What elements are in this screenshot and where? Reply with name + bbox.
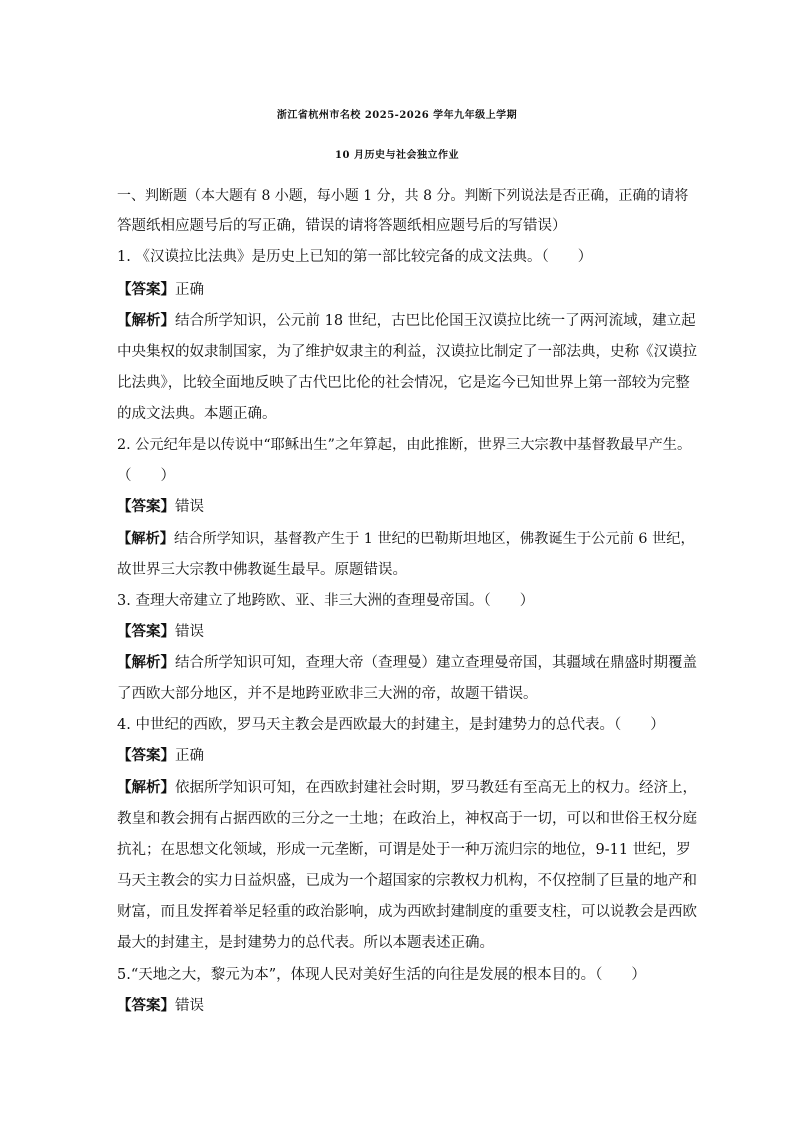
question-4-answer: [117, 746, 697, 766]
question-1-analysis-line-1: [117, 311, 697, 331]
question-5-text: 5.“天地之大，黎元为本”，体现人民对美好生活的向往是发展的根本目的。（ ）: [117, 967, 646, 983]
question-1-answer: [117, 280, 697, 300]
question-2-text-line-2: （ ）: [117, 468, 175, 484]
answer-value: 正确: [175, 748, 204, 764]
question-1-analysis-line-4: 的成文法典。本题正确。: [117, 406, 277, 422]
analysis-text: 结合所学知识可知，查理大帝（查理曼）建立查理曼帝国，其疆域在鼎盛时期覆盖: [175, 655, 697, 671]
analysis-tag: 【解析】: [117, 654, 175, 671]
question-1-analysis-line-2: 中央集权的奴隶制国家，为了维护奴隶主的利益，汉谟拉比制定了一部法典，史称《汉谟拉: [117, 344, 697, 360]
analysis-text: 依据所学知识可知，在西欧封建社会时期，罗马教廷有至高无上的权力。经济上，: [175, 780, 697, 796]
question-3-analysis-line-2: 了西欧大部分地区，并不是地跨亚欧非三大洲的帝，故题干错误。: [117, 686, 538, 702]
answer-tag: 【答案】: [117, 997, 175, 1014]
question-2-answer: [117, 497, 697, 517]
analysis-text: 结合所学知识，公元前 18 世纪，古巴比伦国王汉谟拉比统一了两河流域，建立起: [175, 313, 696, 329]
question-3-analysis-line-1: [117, 653, 697, 673]
analysis-tag: 【解析】: [117, 531, 175, 547]
question-4-analysis-line-1: [117, 778, 697, 798]
answer-tag: 【答案】: [117, 498, 175, 515]
section-instruction-line-2: 答题纸相应题号后的写正确，错误的请将答题纸相应题号后的写错误）: [117, 218, 567, 234]
question-4-analysis-line-5: 财富，而且发挥着举足轻重的政治影响，成为西欧封建制度的重要支柱，可以说教会是西欧: [117, 904, 697, 920]
answer-tag: 【答案】: [117, 747, 175, 764]
question-3-answer: [117, 622, 697, 642]
question-1-text: 1. 《汉谟拉比法典》是历史上已知的第一部比较完备的成文法典。（ ）: [117, 249, 593, 265]
document-title-line-2: 10 月历史与社会独立作业: [335, 150, 459, 161]
question-1-analysis-line-3: 比法典》，比较全面地反映了古代巴比伦的社会情况，它是迄今已知世界上第一部较为完整: [117, 375, 690, 391]
question-5-answer: [117, 996, 697, 1016]
answer-value: 错误: [175, 499, 204, 515]
question-4-analysis-line-6: 最大的封建主，是封建势力的总代表。所以本题表述正确。: [117, 935, 494, 951]
question-2-text-line-1: 2. 公元纪年是以传说中“耶稣出生”之年算起，由此推断，世界三大宗教中基督教最早产生。: [117, 437, 692, 453]
question-2-analysis-line-1: [117, 529, 697, 549]
answer-tag: 【答案】: [117, 281, 175, 298]
question-3-text: 3. 查理大帝建立了地跨欧、亚、非三大洲的查理曼帝国。（ ）: [117, 593, 535, 609]
question-4-analysis-line-4: 马天主教会的实力日益炽盛，已成为一个超国家的宗教权力机构，不仅控制了巨量的地产和: [117, 873, 697, 889]
answer-tag: 【答案】: [117, 623, 175, 640]
section-instruction-line-1: 一、判断题（本大题有 8 小题，每小题 1 分，共 8 分。判断下列说法是否正确，正确的请将: [117, 188, 689, 204]
answer-value: 错误: [175, 998, 204, 1014]
document-title-line-1: 浙江省杭州市名校 2025-2026 学年九年级上学期: [276, 110, 518, 121]
answer-value: 正确: [175, 282, 204, 298]
question-2-analysis-line-2: 故世界三大宗教中佛教诞生最早。原题错误。: [117, 562, 407, 578]
analysis-text: 结合所学知识，基督教产生于 1 世纪的巴勒斯坦地区，佛教诞生于公元前 6 世纪，: [174, 531, 695, 547]
analysis-tag: 【解析】: [117, 312, 175, 329]
analysis-tag: 【解析】: [117, 779, 175, 796]
question-4-text: 4. 中世纪的西欧，罗马天主教会是西欧最大的封建主，是封建势力的总代表。（ ）: [117, 717, 665, 733]
question-4-analysis-line-3: 抗礼；在思想文化领域，形成一元垄断，可谓是处于一种万流归宗的地位，9-11 世纪，罗: [117, 842, 691, 858]
question-4-analysis-line-2: 教皇和教会拥有占据西欧的三分之一土地；在政治上，神权高于一切，可以和世俗王权分庭: [117, 811, 697, 827]
answer-value: 错误: [175, 624, 204, 640]
